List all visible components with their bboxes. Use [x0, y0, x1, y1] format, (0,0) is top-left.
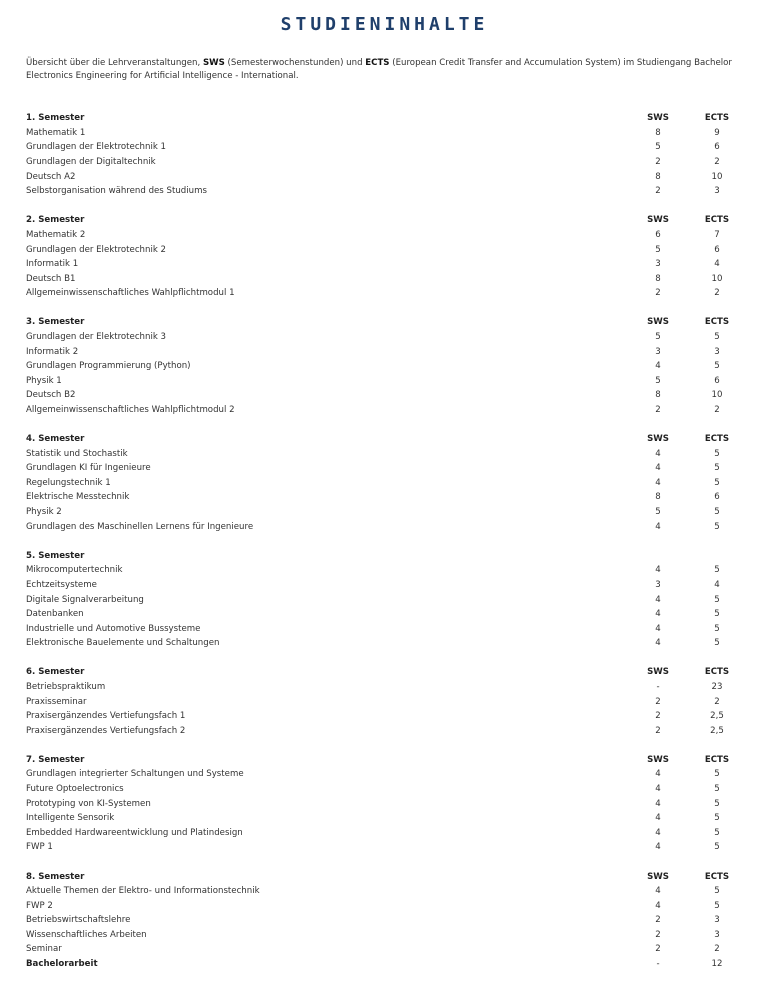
- course-name: Mathematik 2: [26, 229, 86, 240]
- course-row: [26, 636, 746, 651]
- sws-header: SWS: [647, 215, 669, 226]
- course-sws: 4: [655, 477, 661, 488]
- course-ects: 4: [714, 259, 720, 270]
- course-row: [26, 286, 746, 301]
- course-row: [26, 811, 746, 826]
- course-sws: 5: [655, 375, 661, 386]
- course-ects: 2,5: [710, 725, 724, 736]
- semester-section: [26, 213, 746, 301]
- course-row: [26, 126, 746, 141]
- course-row: [26, 388, 746, 403]
- course-sws: 4: [655, 886, 661, 897]
- course-name: Praxisergänzendes Vertiefungsfach 1: [26, 711, 186, 722]
- course-ects: 2: [714, 157, 720, 168]
- course-sws: 3: [655, 259, 661, 270]
- course-sws: 4: [655, 827, 661, 838]
- course-name: Selbstorganisation während des Studiums: [26, 186, 207, 197]
- course-ects: 6: [714, 142, 720, 153]
- course-row: [26, 592, 746, 607]
- course-name: Grundlagen KI für Ingenieure: [26, 463, 151, 474]
- course-sws: 2: [655, 725, 661, 736]
- intro-sws-term: SWS: [202, 58, 225, 68]
- course-ects: 6: [714, 244, 720, 255]
- course-ects: 5: [714, 521, 720, 532]
- course-ects: 2,5: [710, 711, 724, 722]
- intro-text: [26, 57, 746, 83]
- sws-header: SWS: [647, 754, 669, 765]
- course-sws: -: [656, 959, 660, 970]
- course-row: [26, 505, 746, 520]
- course-sws: 2: [655, 288, 661, 299]
- course-ects: 5: [714, 609, 720, 620]
- course-row: [26, 942, 746, 957]
- course-ects: 6: [714, 375, 720, 386]
- course-ects: 3: [714, 346, 720, 357]
- semester-title: 1. Semester: [26, 113, 85, 124]
- intro-part: Übersicht über die Lehrveranstaltungen,: [26, 58, 203, 68]
- course-name: Mathematik 1: [26, 127, 86, 138]
- course-row: [26, 782, 746, 797]
- semester-section: [26, 548, 746, 650]
- course-row: [26, 621, 746, 636]
- course-sws: 2: [655, 696, 661, 707]
- sws-header: SWS: [647, 871, 669, 882]
- ects-header: ECTS: [704, 215, 730, 226]
- course-ects: 5: [714, 448, 720, 459]
- course-row: [26, 228, 746, 243]
- course-name: Praxisseminar: [26, 696, 87, 707]
- semester-title: 7. Semester: [26, 754, 85, 765]
- course-name: Future Optoelectronics: [26, 784, 124, 795]
- course-row: [26, 359, 746, 374]
- course-ects: 5: [714, 900, 720, 911]
- course-name: Grundlagen der Elektrotechnik 2: [26, 244, 167, 255]
- course-name: Deutsch B1: [26, 273, 76, 284]
- course-name: Statistik und Stochastik: [26, 448, 128, 459]
- course-row: [26, 271, 746, 286]
- course-ects: 5: [714, 594, 720, 605]
- course-name: Allgemeinwissenschaftliches Wahlpflichtmodul 1: [26, 288, 235, 299]
- ects-header: ECTS: [704, 317, 730, 328]
- course-sws: 4: [655, 594, 661, 605]
- course-name: Praxisergänzendes Vertiefungsfach 2: [26, 725, 186, 736]
- course-ects: 5: [714, 507, 720, 518]
- course-name: Mikrocomputertechnik: [26, 565, 123, 576]
- course-name: Aktuelle Themen der Elektro- und Informationstechnik: [26, 886, 260, 897]
- semester-title: 4. Semester: [26, 434, 85, 445]
- course-name: Datenbanken: [26, 609, 84, 620]
- course-sws: 6: [655, 229, 661, 240]
- course-row: [26, 519, 746, 534]
- course-sws: 4: [655, 448, 661, 459]
- ects-header: ECTS: [704, 113, 730, 124]
- course-sws: 4: [655, 361, 661, 372]
- course-row: [26, 330, 746, 345]
- course-ects: 5: [714, 827, 720, 838]
- course-sws: 8: [655, 171, 661, 182]
- course-sws: 2: [655, 929, 661, 940]
- course-row: [26, 155, 746, 170]
- course-sws: 4: [655, 784, 661, 795]
- course-row: [26, 884, 746, 899]
- semester-title: 6. Semester: [26, 667, 85, 678]
- ects-header: ECTS: [704, 754, 730, 765]
- course-ects: 3: [714, 186, 720, 197]
- course-sws: 4: [655, 609, 661, 620]
- course-sws: 2: [655, 944, 661, 955]
- course-ects: 7: [714, 229, 720, 240]
- course-ects: 3: [714, 915, 720, 926]
- course-sws: 2: [655, 186, 661, 197]
- course-ects: 5: [714, 798, 720, 809]
- course-ects: 10: [711, 390, 723, 401]
- course-name: Intelligente Sensorik: [26, 813, 115, 824]
- course-ects: 5: [714, 813, 720, 824]
- course-ects: 4: [714, 579, 720, 590]
- course-row: [26, 723, 746, 738]
- semester-section: [26, 315, 746, 417]
- course-row: [26, 840, 746, 855]
- course-row: [26, 184, 746, 199]
- course-name: Echtzeitsysteme: [26, 579, 97, 590]
- course-ects: 5: [714, 784, 720, 795]
- course-sws: 2: [655, 915, 661, 926]
- course-row: [26, 578, 746, 593]
- course-sws: 4: [655, 521, 661, 532]
- semester-header: [26, 315, 746, 330]
- course-ects: 5: [714, 842, 720, 853]
- course-row: [26, 344, 746, 359]
- semester-header: [26, 111, 746, 126]
- course-sws: 3: [655, 579, 661, 590]
- course-sws: 8: [655, 390, 661, 401]
- course-name: Informatik 1: [26, 259, 79, 270]
- course-sws: 8: [655, 273, 661, 284]
- course-row: [26, 169, 746, 184]
- semester-title: 5. Semester: [26, 550, 85, 561]
- semester-title: 3. Semester: [26, 317, 85, 328]
- course-name: Grundlagen der Digitaltechnik: [26, 157, 156, 168]
- course-ects: 5: [714, 638, 720, 649]
- course-ects: 5: [714, 769, 720, 780]
- course-row: [26, 607, 746, 622]
- course-row: [26, 898, 746, 913]
- course-row: [26, 446, 746, 461]
- semester-section: [26, 869, 746, 971]
- course-ects: 9: [714, 127, 720, 138]
- course-row: [26, 796, 746, 811]
- course-ects: 5: [714, 361, 720, 372]
- intro-part: (Semesterwochenstunden) und: [224, 58, 366, 68]
- course-name: Bachelorarbeit: [26, 959, 98, 970]
- course-ects: 5: [714, 477, 720, 488]
- course-name: Wissenschaftliches Arbeiten: [26, 929, 147, 940]
- course-name: Elektronische Bauelemente und Schaltungen: [26, 638, 220, 649]
- course-sws: 4: [655, 769, 661, 780]
- course-row: [26, 461, 746, 476]
- course-name: Grundlagen des Maschinellen Lernens für Ingenieure: [26, 521, 254, 532]
- course-ects: 2: [714, 696, 720, 707]
- course-ects: 5: [714, 332, 720, 343]
- course-name: Regelungstechnik 1: [26, 477, 111, 488]
- course-row: [26, 257, 746, 272]
- course-name: Grundlagen der Elektrotechnik 3: [26, 332, 167, 343]
- course-ects: 10: [711, 273, 723, 284]
- page-title: STUDIENINHALTE: [280, 14, 489, 35]
- course-row: [26, 374, 746, 389]
- course-row: [26, 476, 746, 491]
- ects-header: ECTS: [704, 434, 730, 445]
- course-sws: 4: [655, 842, 661, 853]
- course-sws: 2: [655, 157, 661, 168]
- course-row: [26, 913, 746, 928]
- course-name: Prototyping von KI-Systemen: [26, 798, 151, 809]
- semester-section: [26, 665, 746, 738]
- course-name: Deutsch B2: [26, 390, 76, 401]
- course-row: [26, 403, 746, 418]
- course-ects: 2: [714, 944, 720, 955]
- semester-header: [26, 213, 746, 228]
- course-row: [26, 680, 746, 695]
- sws-header: SWS: [647, 667, 669, 678]
- course-name: Grundlagen der Elektrotechnik 1: [26, 142, 167, 153]
- course-ects: 2: [714, 404, 720, 415]
- course-name: Industrielle und Automotive Bussysteme: [26, 623, 201, 634]
- course-name: Physik 1: [26, 375, 62, 386]
- semester-header: [26, 432, 746, 447]
- intro-part: (European Credit Transfer and Accumulation System) im Studiengang Bachelor Electronics Engineering for Artificial Intelligence - International.: [26, 58, 732, 81]
- semester-section: [26, 432, 746, 534]
- course-name: Embedded Hardwareentwicklung und Platindesign: [26, 827, 243, 838]
- course-name: Betriebswirtschaftslehre: [26, 915, 131, 926]
- course-sws: 4: [655, 463, 661, 474]
- course-ects: 5: [714, 623, 720, 634]
- course-sws: 5: [655, 507, 661, 518]
- course-row: [26, 957, 746, 972]
- course-row: [26, 709, 746, 724]
- semester-header: [26, 753, 746, 768]
- course-sws: 4: [655, 565, 661, 576]
- ects-header: ECTS: [704, 667, 730, 678]
- course-name: Physik 2: [26, 507, 62, 518]
- course-sws: 4: [655, 638, 661, 649]
- semester-header: [26, 548, 746, 563]
- course-row: [26, 928, 746, 943]
- course-row: [26, 694, 746, 709]
- course-name: Seminar: [26, 944, 62, 955]
- course-sws: 4: [655, 900, 661, 911]
- ects-header: ECTS: [704, 871, 730, 882]
- course-row: [26, 140, 746, 155]
- course-sws: 5: [655, 244, 661, 255]
- course-name: Digitale Signalverarbeitung: [26, 594, 144, 605]
- course-row: [26, 826, 746, 841]
- course-ects: 10: [711, 171, 723, 182]
- semester-list: [26, 111, 746, 986]
- semester-title: 2. Semester: [26, 215, 85, 226]
- course-sws: 4: [655, 813, 661, 824]
- course-ects: 5: [714, 565, 720, 576]
- course-sws: 2: [655, 711, 661, 722]
- sws-header: SWS: [647, 434, 669, 445]
- course-ects: 5: [714, 463, 720, 474]
- course-sws: -: [656, 681, 660, 692]
- course-row: [26, 490, 746, 505]
- course-ects: 23: [711, 681, 723, 692]
- course-name: Grundlagen integrierter Schaltungen und Systeme: [26, 769, 244, 780]
- course-ects: 2: [714, 288, 720, 299]
- semester-section: [26, 753, 746, 855]
- course-sws: 4: [655, 798, 661, 809]
- course-name: Betriebspraktikum: [26, 681, 106, 692]
- course-sws: 8: [655, 127, 661, 138]
- semester-section: [26, 111, 746, 199]
- semester-header: [26, 665, 746, 680]
- course-sws: 4: [655, 623, 661, 634]
- course-sws: 5: [655, 332, 661, 343]
- course-name: Allgemeinwissenschaftliches Wahlpflichtmodul 2: [26, 404, 235, 415]
- semester-title: 8. Semester: [26, 871, 85, 882]
- sws-header: SWS: [647, 113, 669, 124]
- sws-header: SWS: [647, 317, 669, 328]
- course-name: Informatik 2: [26, 346, 79, 357]
- course-name: Elektrische Messtechnik: [26, 492, 130, 503]
- course-row: [26, 767, 746, 782]
- course-name: Deutsch A2: [26, 171, 76, 182]
- course-row: [26, 242, 746, 257]
- course-sws: 5: [655, 142, 661, 153]
- course-ects: 6: [714, 492, 720, 503]
- course-ects: 5: [714, 886, 720, 897]
- course-sws: 3: [655, 346, 661, 357]
- course-name: Grundlagen Programmierung (Python): [26, 361, 191, 372]
- intro-ects-term: ECTS: [365, 58, 390, 68]
- semester-header: [26, 869, 746, 884]
- course-name: FWP 1: [26, 842, 53, 853]
- course-ects: 12: [711, 959, 723, 970]
- course-row: [26, 563, 746, 578]
- course-ects: 3: [714, 929, 720, 940]
- course-sws: 2: [655, 404, 661, 415]
- course-sws: 8: [655, 492, 661, 503]
- course-name: FWP 2: [26, 900, 53, 911]
